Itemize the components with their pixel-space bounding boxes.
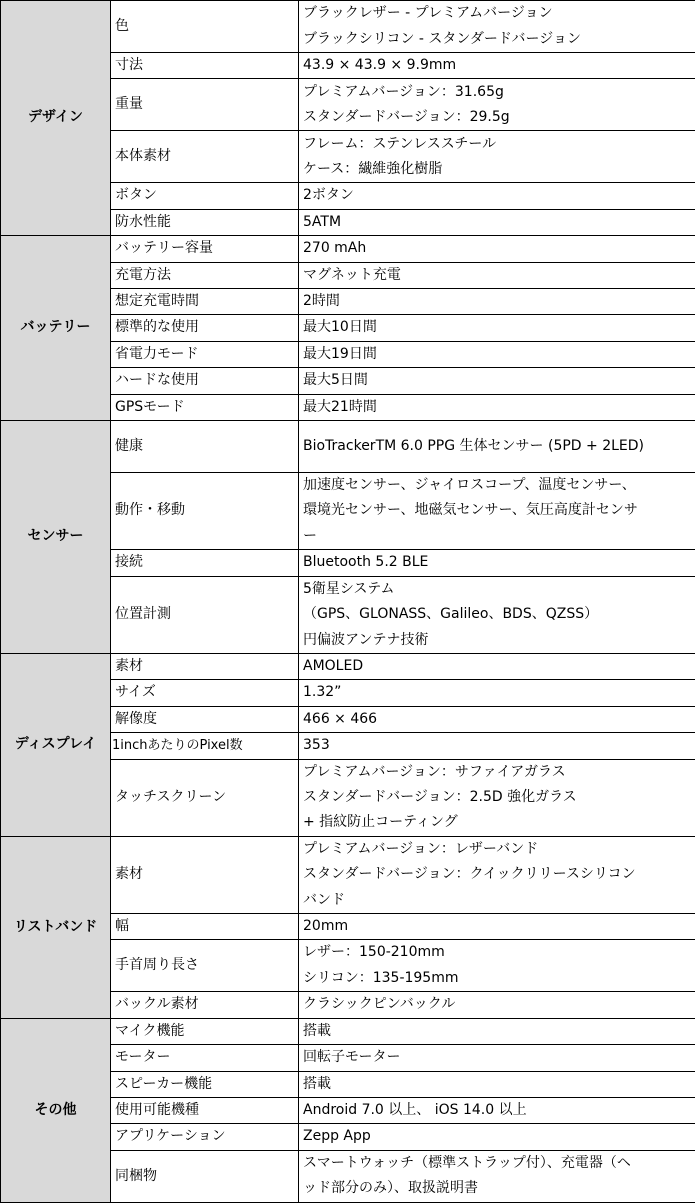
spec-value: 加速度センサー、ジャイロスコープ、温度センサー、 環境光センサー、地磁気センサー、気圧高度計センサ ー [299, 473, 695, 550]
category-design: デザイン [1, 1, 111, 236]
spec-label: 重量 [111, 79, 299, 131]
spec-value: 最大21時間 [299, 394, 695, 420]
spec-value: 最大5日間 [299, 368, 695, 394]
spec-label: モーター [111, 1045, 299, 1071]
spec-value: Android 7.0 以上、 iOS 14.0 以上 [299, 1098, 695, 1124]
spec-label: サイズ [111, 680, 299, 706]
spec-label: 素材 [111, 836, 299, 913]
spec-value: 搭載 [299, 1071, 695, 1097]
spec-label: GPSモード [111, 394, 299, 420]
spec-value: スマートウォッチ（標準ストラップ付）、充電器（ヘ ッド部分のみ）、取扱説明書 [299, 1150, 695, 1202]
spec-label: バッテリー容量 [111, 236, 299, 262]
category-wristband: リストバンド [1, 836, 111, 1018]
spec-label: 使用可能機種 [111, 1098, 299, 1124]
spec-label: 1inchあたりのPixel数 [111, 733, 299, 759]
table-row [1, 836, 695, 913]
spec-value: プレミアムバージョン：レザーバンド スタンダードバージョン：クイックリリースシリコン バンド [299, 836, 695, 913]
spec-label: 素材 [111, 653, 299, 679]
spec-value: 最大10日間 [299, 315, 695, 341]
spec-label: スピーカー機能 [111, 1071, 299, 1097]
spec-value: クラシックピンバックル [299, 992, 695, 1018]
spec-value: 最大19日間 [299, 341, 695, 367]
spec-label: 標準的な使用 [111, 315, 299, 341]
spec-value: レザー：150-210mm シリコン：135-195mm [299, 940, 695, 992]
spec-value: マグネット充電 [299, 262, 695, 288]
category-display: ディスプレイ [1, 653, 111, 836]
spec-value: 1.32” [299, 680, 695, 706]
spec-label: タッチスクリーン [111, 759, 299, 836]
category-sensor: センサー [1, 421, 111, 654]
spec-label: 寸法 [111, 53, 299, 79]
spec-value: AMOLED [299, 653, 695, 679]
spec-label: バックル素材 [111, 992, 299, 1018]
spec-value: プレミアムバージョン：サファイアガラス スタンダードバージョン：2.5D 強化ガラス + 指紋防止コーティング [299, 759, 695, 836]
spec-label: 防水性能 [111, 209, 299, 235]
spec-label: ハードな使用 [111, 368, 299, 394]
spec-value: Bluetooth 5.2 BLE [299, 550, 695, 576]
spec-value: 353 [299, 733, 695, 759]
spec-value: 5ATM [299, 209, 695, 235]
spec-label: 解像度 [111, 706, 299, 732]
spec-value: Zepp App [299, 1124, 695, 1150]
spec-value: 搭載 [299, 1018, 695, 1044]
spec-label: 手首周り長さ [111, 940, 299, 992]
spec-label: 本体素材 [111, 131, 299, 183]
spec-label: ボタン [111, 183, 299, 209]
spec-label: 同梱物 [111, 1150, 299, 1202]
spec-value: 270 mAh [299, 236, 695, 262]
spec-value: フレーム：ステンレススチール ケース：繊維強化樹脂 [299, 131, 695, 183]
spec-label: 想定充電時間 [111, 289, 299, 315]
spec-value: 43.9 × 43.9 × 9.9mm [299, 53, 695, 79]
spec-label: マイク機能 [111, 1018, 299, 1044]
table-row [1, 1018, 695, 1044]
spec-value: ブラックレザー - プレミアムバージョン ブラックシリコン - スタンダードバージョン [299, 1, 695, 53]
spec-label: 省電力モード [111, 341, 299, 367]
spec-value: 2時間 [299, 289, 695, 315]
spec-label: 動作・移動 [111, 473, 299, 550]
spec-label: 位置計測 [111, 576, 299, 653]
spec-value: 5衛星システム （GPS、GLONASS、Galileo、BDS、QZSS） 円偏波アンテナ技術 [299, 576, 695, 653]
table-row [1, 653, 695, 679]
spec-value: BioTrackerTM 6.0 PPG 生体センサー (5PD + 2LED) [299, 421, 695, 473]
spec-table-body [1, 1, 695, 1203]
spec-label: 幅 [111, 913, 299, 939]
spec-value: 回転子モーター [299, 1045, 695, 1071]
spec-value: 466 × 466 [299, 706, 695, 732]
category-battery: バッテリー [1, 236, 111, 421]
spec-label: 色 [111, 1, 299, 53]
spec-label: 健康 [111, 421, 299, 473]
table-row [1, 236, 695, 262]
table-row [1, 421, 695, 473]
spec-value: 20mm [299, 913, 695, 939]
spec-label: 充電方法 [111, 262, 299, 288]
spec-label: アプリケーション [111, 1124, 299, 1150]
table-row [1, 1, 695, 53]
spec-value: 2ボタン [299, 183, 695, 209]
spec-value: プレミアムバージョン：31.65g スタンダードバージョン：29.5g [299, 79, 695, 131]
spec-label: 接続 [111, 550, 299, 576]
category-other: その他 [1, 1018, 111, 1202]
